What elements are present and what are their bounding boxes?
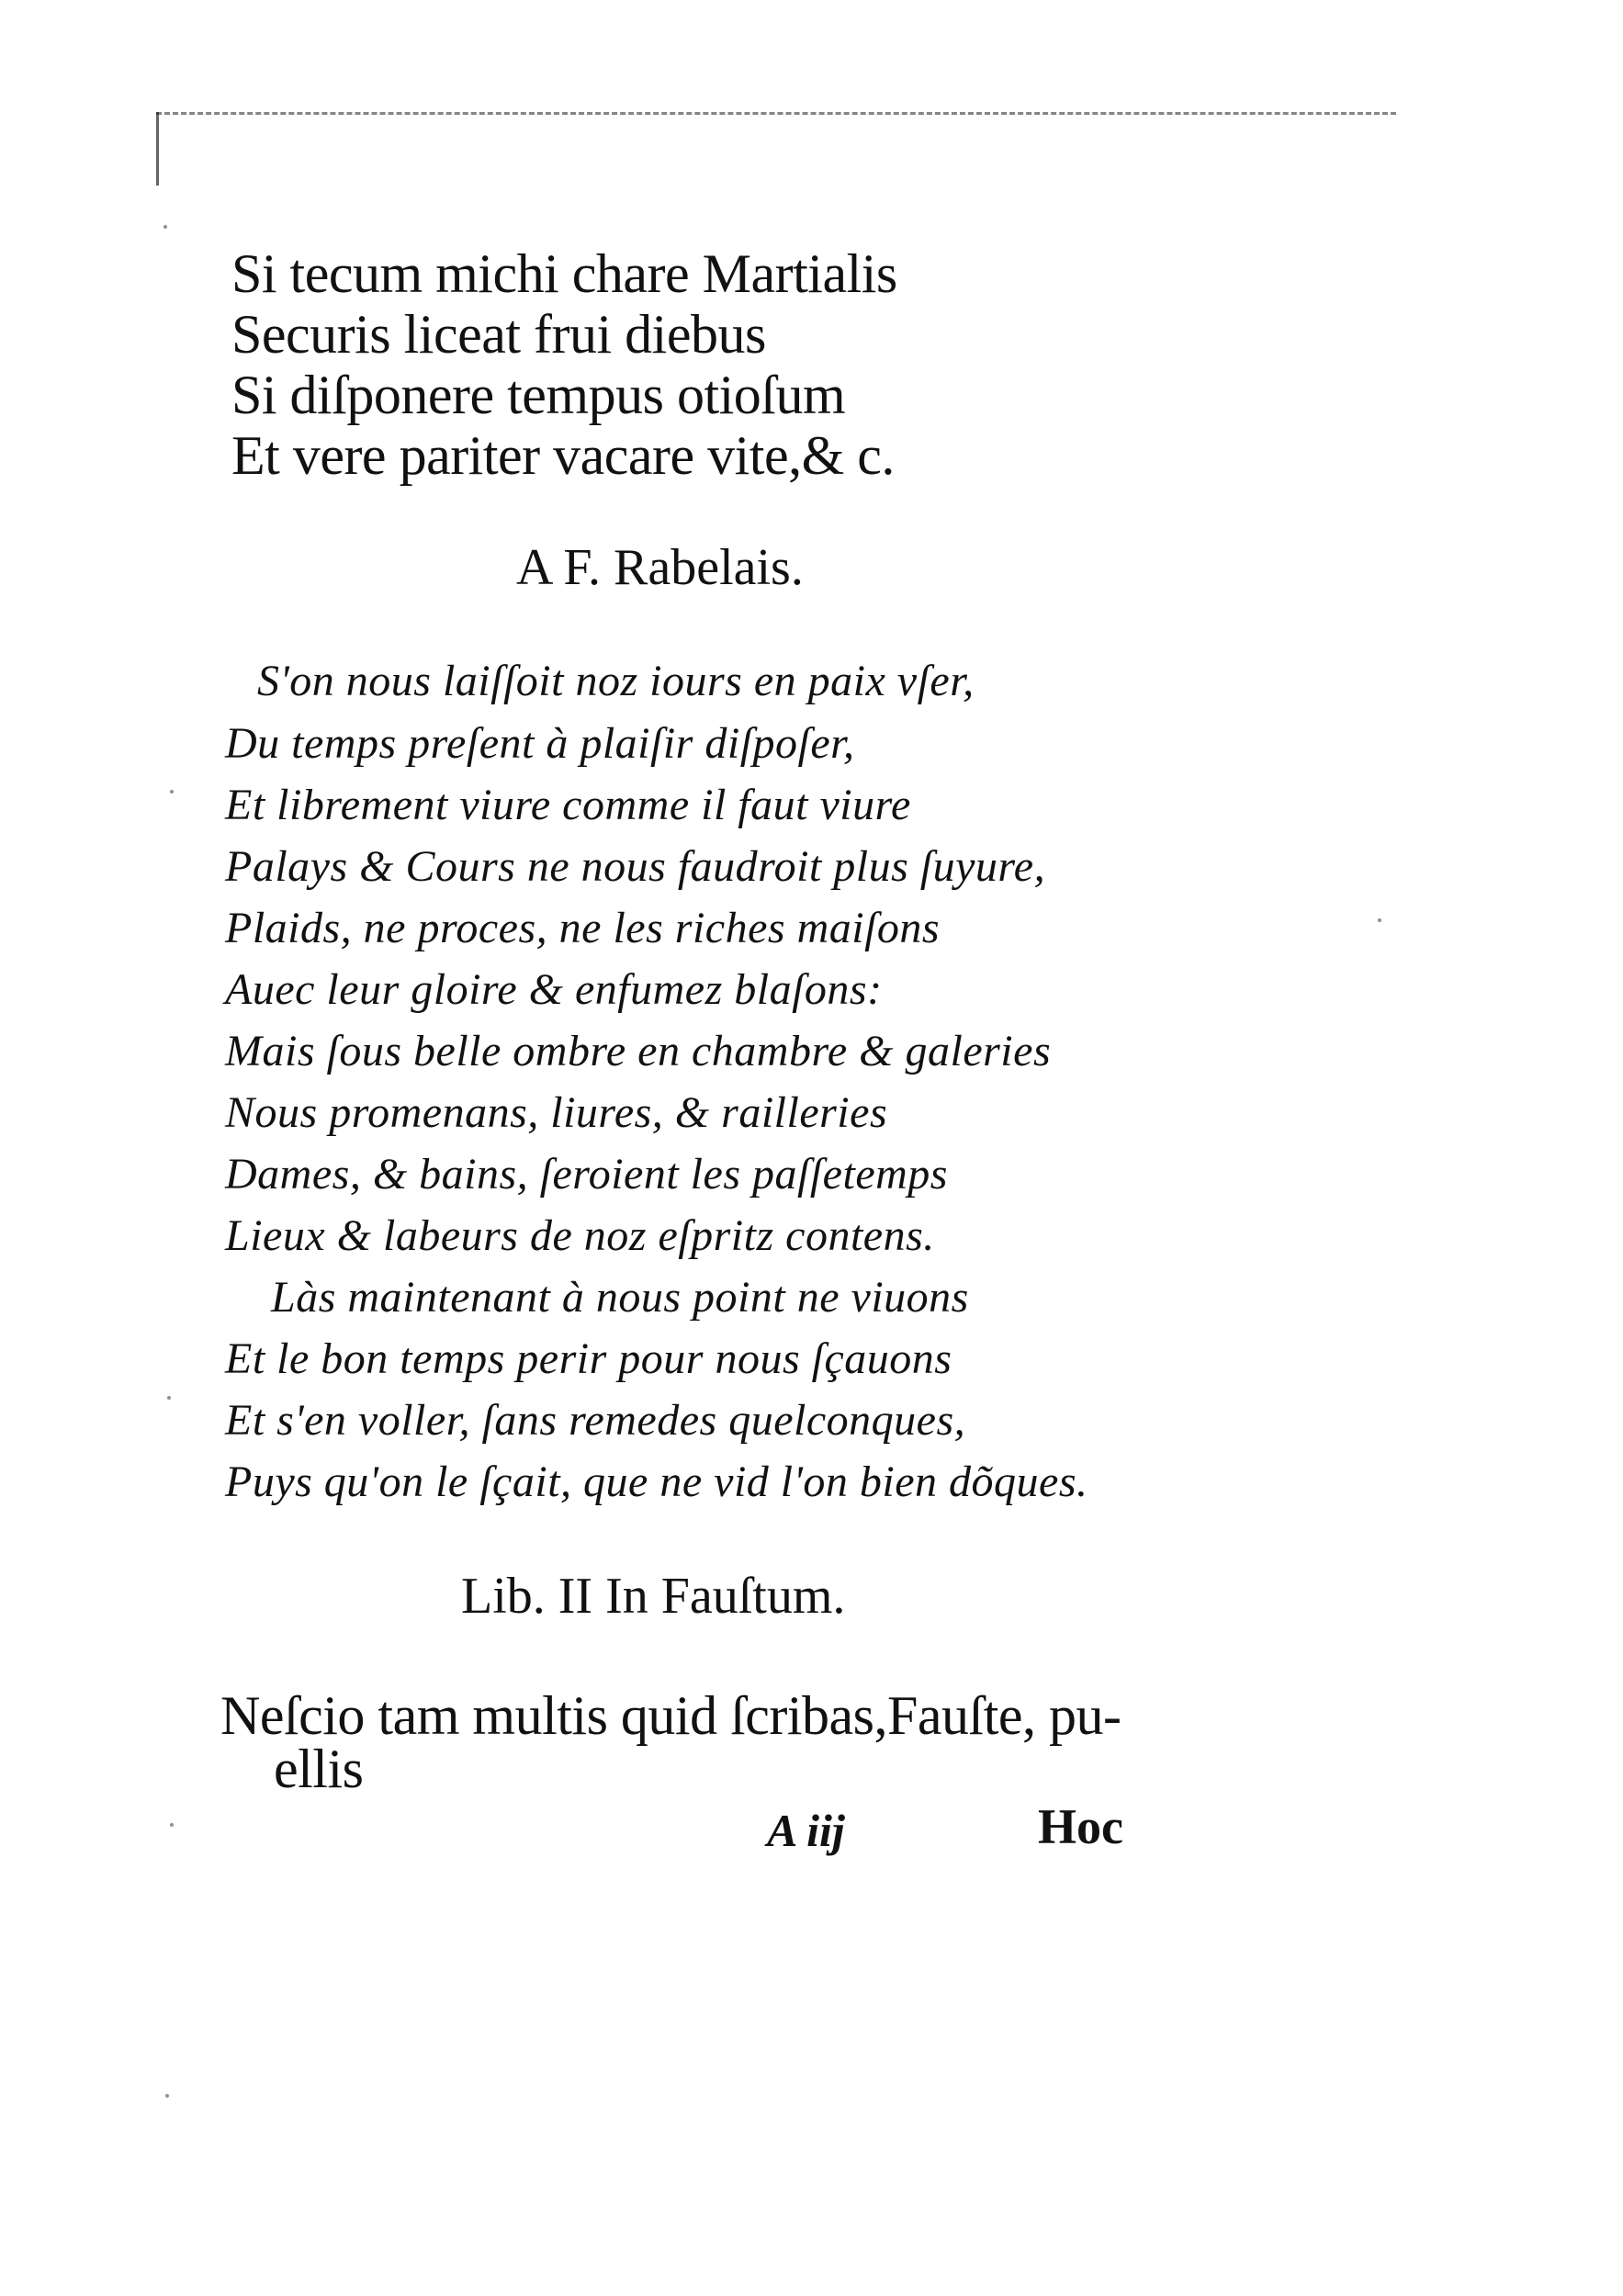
french-verse-line: Et s'en voller, ſans remedes quelconques,	[225, 1396, 966, 1445]
latin-verse-line: Si diſponere tempus otioſum	[231, 365, 846, 425]
scan-speck	[170, 1823, 174, 1827]
french-verse-line: Palays & Cours ne nous faudroit plus ſuyure,	[225, 842, 1046, 891]
scan-speck	[1378, 918, 1381, 922]
french-verse-line: Làs maintenant à nous point ne viuons	[271, 1273, 969, 1322]
page-frame-left-edge	[156, 112, 159, 186]
latin-verse-line: ellis	[274, 1739, 364, 1799]
french-verse-line: Auec leur gloire & enfumez blaſons:	[225, 965, 883, 1014]
scan-speck	[167, 1396, 171, 1400]
signature-mark: A iij	[767, 1805, 845, 1856]
catchword: Hoc	[1038, 1799, 1123, 1854]
scan-speck	[165, 2094, 169, 2098]
french-verse-line: Et le bon temps perir pour nous ſçauons	[225, 1334, 952, 1383]
latin-verse-line: Neſcio tam multis quid ſcribas,Fauſte, pu-	[220, 1685, 1121, 1746]
french-verse-line: Et librement viure comme il faut viure	[225, 781, 911, 829]
french-verse-line: Lieux & labeurs de noz eſpritz contens.	[225, 1211, 935, 1260]
latin-verse-line: Et vere pariter vacare vite,& c.	[231, 425, 895, 486]
french-verse-line: Du temps preſent à plaiſir diſpoſer,	[225, 719, 855, 768]
french-verse-line: Mais ſous belle ombre en chambre & galeries	[225, 1027, 1052, 1075]
french-verse-line: Dames, & bains, ſeroient les paſſetemps	[225, 1150, 948, 1199]
latin-verse-line: Si tecum michi chare Martialis	[231, 243, 897, 304]
heading-faustum: Lib. II In Fauſtum.	[461, 1568, 846, 1625]
scan-speck	[170, 790, 174, 793]
page-frame-top-edge	[156, 112, 1396, 115]
scan-speck	[163, 225, 167, 229]
heading-rabelais: A F. Rabelais.	[516, 539, 804, 596]
latin-verse-line: Securis liceat frui diebus	[231, 304, 766, 365]
french-verse-line: Nous promenans, liures, & railleries	[225, 1088, 888, 1137]
french-verse-line: S'on nous laiſſoit noz iours en paix vſer,	[257, 657, 975, 705]
french-verse-line: Plaids, ne proces, ne les riches maiſons	[225, 904, 941, 952]
french-verse-line: Puys qu'on le ſçait, que ne vid l'on bien dõques.	[225, 1458, 1088, 1506]
